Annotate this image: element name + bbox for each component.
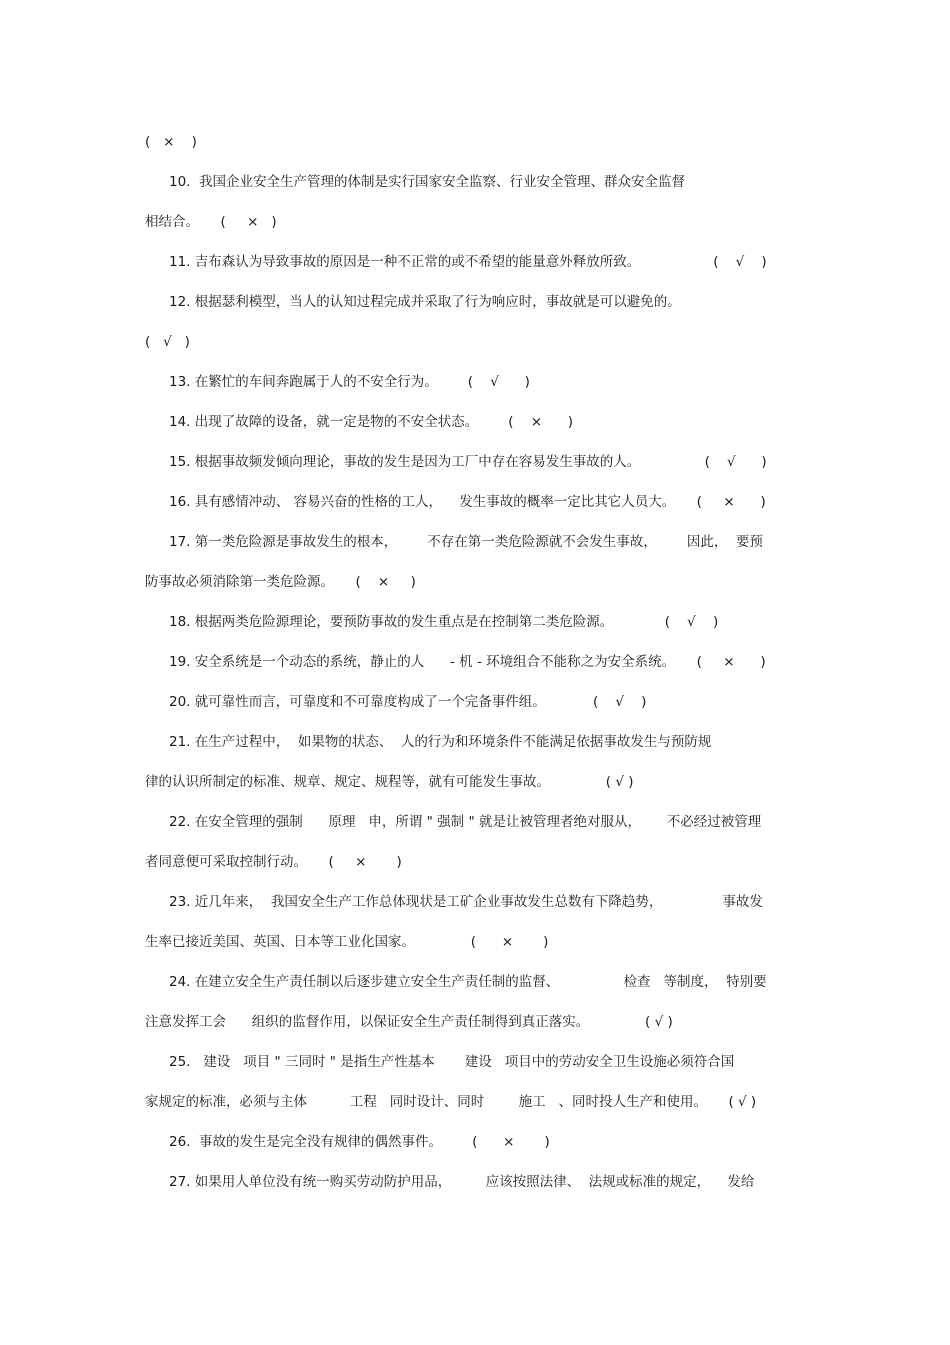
text-line: ( √ ) — [145, 334, 190, 350]
text-line: 注意发挥工会 组织的监督作用，以保证安全生产责任制得到真正落实。 ( √ ) — [145, 1014, 673, 1030]
text-line: 23. 近几年来， 我国安全生产工作总体现状是工矿企业事故发生总数有下降趋势， 事故发 — [169, 894, 763, 910]
text-line: 17. 第一类危险源是事故发生的根本， 不存在第一类危险源就不会发生事故， 因此， 要预 — [169, 534, 763, 550]
text-line: 19. 安全系统是一个动态的系统，静止的人 - 机 - 环境组合不能称之为安全系统。 ( × ) — [169, 654, 766, 670]
text-line: 13. 在繁忙的车间奔跑属于人的不安全行为。 ( √ ) — [169, 374, 530, 390]
text-line: 12. 根据瑟利模型，当人的认知过程完成并采取了行为响应时，事故就是可以避免的。 — [169, 294, 681, 310]
text-line: 生率已接近美国、英国、日本等工业化国家。 ( × ) — [145, 934, 549, 950]
text-line: 16. 具有感情冲动、 容易兴奋的性格的工人， 发生事故的概率一定比其它人员大。 ( × ) — [169, 494, 766, 510]
text-line: 22. 在安全管理的强制 原理 申，所谓 " 强制 " 就是让被管理者绝对服从， 不必经过被管理 — [169, 814, 762, 830]
text-line: 21. 在生产过程中， 如果物的状态、 人的行为和环境条件不能满足依据事故发生与预防规 — [169, 734, 712, 750]
text-line: 26. 事故的发生是完全没有规律的偶然事件。 ( × ) — [169, 1134, 550, 1150]
text-line: 14. 出现了故障的设备，就一定是物的不安全状态。 ( × ) — [169, 414, 574, 430]
text-line: 家规定的标准，必须与主体 工程 同时设计、同时 施工 、同时投人生产和使用。 ( √ ) — [145, 1094, 757, 1110]
text-line: 防事故必须消除第一类危险源。 ( × ) — [145, 574, 416, 590]
text-line: 15. 根据事故频发倾向理论，事故的发生是因为工厂中存在容易发生事故的人。 ( √ ) — [169, 454, 767, 470]
text-line: 10. 我国企业安全生产管理的体制是实行国家安全监察、行业安全管理、群众安全监督 — [169, 174, 686, 190]
text-line: 律的认识所制定的标准、规章、规定、规程等，就有可能发生事故。 ( √ ) — [145, 774, 634, 790]
text-line: 27. 如果用人单位没有统一购买劳动防护用品， 应该按照法律、 法规或标准的规定， 发给 — [169, 1174, 755, 1190]
text-line: ( × ) — [145, 134, 197, 150]
text-line: 相结合。 ( × ) — [145, 214, 277, 230]
text-line: 20. 就可靠性而言，可靠度和不可靠度构成了一个完备事件组。 ( √ ) — [169, 694, 647, 710]
text-line: 者同意便可采取控制行动。 ( × ) — [145, 854, 402, 870]
text-line: 24. 在建立安全生产责任制以后逐步建立安全生产责任制的监督、 检查 等制度， 特别要 — [169, 974, 767, 990]
text-line: 11. 吉布森认为导致事故的原因是一种不正常的或不希望的能量意外释放所致。 ( √ ) — [169, 254, 767, 270]
text-line: 18. 根据两类危险源理论，要预防事故的发生重点是在控制第二类危险源。 ( √ ) — [169, 614, 719, 630]
text-line: 25. 建设 项目 " 三同时 " 是指生产性基本 建设 项目中的劳动安全卫生设施必须符合国 — [169, 1054, 735, 1070]
